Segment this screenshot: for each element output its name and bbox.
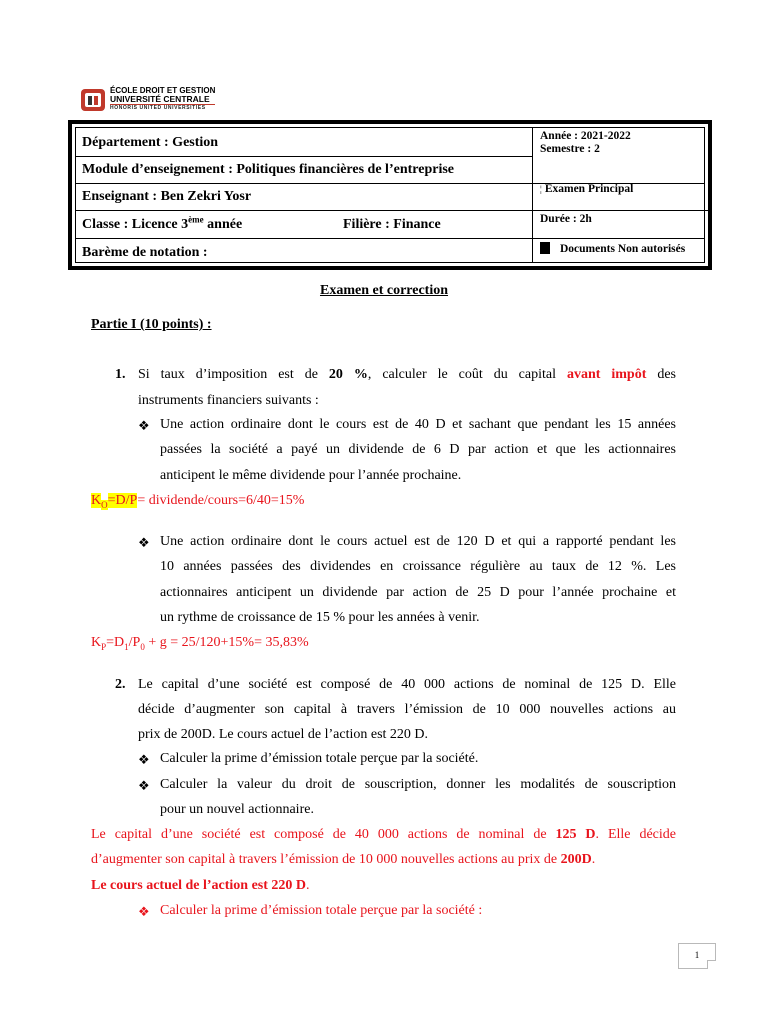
q2-line-3: prix de 200D. Le cours actuel de l’action est 220 D. xyxy=(138,727,429,742)
annee: Année : 2021-2022 xyxy=(540,130,631,142)
answer-1-result: = dividende/cours=6/40=15% xyxy=(137,493,305,508)
page-fold-icon xyxy=(707,960,716,969)
q1-bullet-1-line-1: Une action ordinaire dont le cours est de 40 D et sachant que pendant les 15 années xyxy=(160,417,676,432)
answer-1 xyxy=(91,488,304,514)
question-number: 1. xyxy=(115,367,126,382)
duree: Durée : 2h xyxy=(540,213,592,225)
header-row-divider xyxy=(76,156,532,157)
school-logo xyxy=(80,86,220,116)
module: Module d’enseignement : Politiques financières de l’entreprise xyxy=(82,162,454,177)
header-row-divider xyxy=(532,210,712,211)
checkbox-mark-icon: ¦ xyxy=(540,184,542,194)
documents xyxy=(540,242,685,256)
q2-line-2: décide d’augmenter son capital à travers l’émission de 10 000 nouvelles actions au xyxy=(138,702,676,717)
diamond-bullet-icon: ❖ xyxy=(138,778,150,793)
q1-bullet-2-line-4: un rythme de croissance de 15 % pour les années à venir. xyxy=(160,610,480,625)
classe xyxy=(82,214,243,233)
page-number: 1 xyxy=(694,950,700,960)
enseignant: Enseignant : Ben Zekri Yosr xyxy=(82,189,252,204)
header-row-divider xyxy=(76,238,704,239)
exam-header-table xyxy=(68,120,712,270)
answer-2-psub: 0 xyxy=(140,641,145,652)
q1-bullet-2-line-2: 10 années passées des dividendes en croissance régulière au taux de 12 %. Les xyxy=(160,559,676,574)
departement: Département : Gestion xyxy=(82,135,219,150)
corr2-b: 200D xyxy=(560,852,592,867)
part-heading: Partie I (10 points) : xyxy=(91,317,212,332)
header-row-divider xyxy=(76,210,532,211)
diamond-bullet-icon: ❖ xyxy=(138,904,150,919)
logo-line-2: UNIVERSITÉ CENTRALE xyxy=(110,94,210,104)
correction-line-4: Calculer la prime d’émission totale perçue par la société : xyxy=(160,903,483,918)
corr3-a: Le cours actuel de l’action est 220 D xyxy=(91,878,307,893)
q1-text-c: , calculer le coût du capital xyxy=(367,367,567,382)
corr1-b: 125 D xyxy=(555,827,596,842)
q2-line-1: Le capital d’une société est composé de 40 000 actions de nominal de 125 D. Elle xyxy=(138,677,676,692)
classe-suffix: année xyxy=(203,217,243,232)
corr2-a: d’augmenter son capital à travers l’émission de 10 000 nouvelles actions au prix de xyxy=(91,852,561,867)
logo-line-3: HONORIS UNITED UNIVERSITIES xyxy=(110,105,206,111)
documents-label: Documents Non autorisés xyxy=(560,243,686,255)
correction-line-1 xyxy=(91,822,676,848)
q1-bullet-2-line-1: Une action ordinaire dont le cours actuel est de 120 D et qui a rapporté pendant les xyxy=(160,534,676,549)
header-column-divider xyxy=(532,128,533,262)
answer-2-eq: =D xyxy=(106,635,125,650)
q1-bullet-2-line-3: actionnaires anticipent un dividende par action de 25 D pour l’année prochaine et xyxy=(160,585,676,600)
semestre: Semestre : 2 xyxy=(540,143,600,155)
answer-1-k: K xyxy=(91,493,102,508)
question-1-line-1 xyxy=(138,362,676,388)
answer-1-formula: =D/P xyxy=(107,493,138,508)
question-1-line-2: instruments financiers suivants : xyxy=(138,393,319,408)
answer-2-dsub: 1 xyxy=(124,641,129,652)
q1-text-a: Si taux d’imposition est de xyxy=(138,367,329,382)
q1-avant-impot: avant impôt xyxy=(566,367,647,382)
examen-type xyxy=(540,183,633,196)
filiere: Filière : Finance xyxy=(343,217,441,232)
correction-line-2 xyxy=(91,847,595,873)
answer-2-ksub: P xyxy=(101,641,107,652)
answer-2-k: K xyxy=(91,635,102,650)
page-number-box xyxy=(678,943,716,969)
question-number: 2. xyxy=(115,677,126,692)
university-logo-icon xyxy=(80,88,106,112)
answer-2-result: + g = 25/120+15%= 35,83% xyxy=(144,635,309,650)
classe-sup: ème xyxy=(188,214,204,225)
q1-bullet-1-line-2: passées la société a payé un dividende de 6 D par action et que les actionnaires xyxy=(160,442,676,457)
q2-bullet-1: Calculer la prime d’émission totale perçue par la société. xyxy=(160,751,479,766)
q2-bullet-2-line-2: pour un nouvel actionnaire. xyxy=(160,802,314,817)
answer-2 xyxy=(91,630,309,656)
bareme: Barème de notation : xyxy=(82,245,208,260)
logo-rule xyxy=(110,104,215,105)
q1-text-e: des xyxy=(646,367,676,382)
answer-1-sub: O xyxy=(101,499,108,510)
corr2-c: . xyxy=(591,852,596,867)
corr1-c: . Elle décide xyxy=(595,827,676,842)
logo-line-1: ÉCOLE DROIT ET GESTION xyxy=(110,86,216,95)
answer-2-p: /P xyxy=(128,635,141,650)
classe-prefix: Classe : Licence 3 xyxy=(82,217,189,232)
correction-line-3 xyxy=(91,873,310,899)
diamond-bullet-icon: ❖ xyxy=(138,535,150,550)
examen-label: Examen Principal xyxy=(544,183,634,195)
corr1-a: Le capital d’une société est composé de 40 000 actions de nominal de xyxy=(91,827,556,842)
q1-bullet-1-line-3: anticipent le même dividende pour l’année prochaine. xyxy=(160,468,462,483)
diamond-bullet-icon: ❖ xyxy=(138,418,150,433)
document-title: Examen et correction xyxy=(319,283,449,298)
corr3-b: . xyxy=(306,878,310,893)
q1-tax-rate: 20 % xyxy=(328,367,368,382)
diamond-bullet-icon: ❖ xyxy=(138,752,150,767)
checkbox-filled-icon xyxy=(540,242,550,254)
q2-bullet-2-line-1: Calculer la valeur du droit de souscription, donner les modalités de souscription xyxy=(160,777,676,792)
